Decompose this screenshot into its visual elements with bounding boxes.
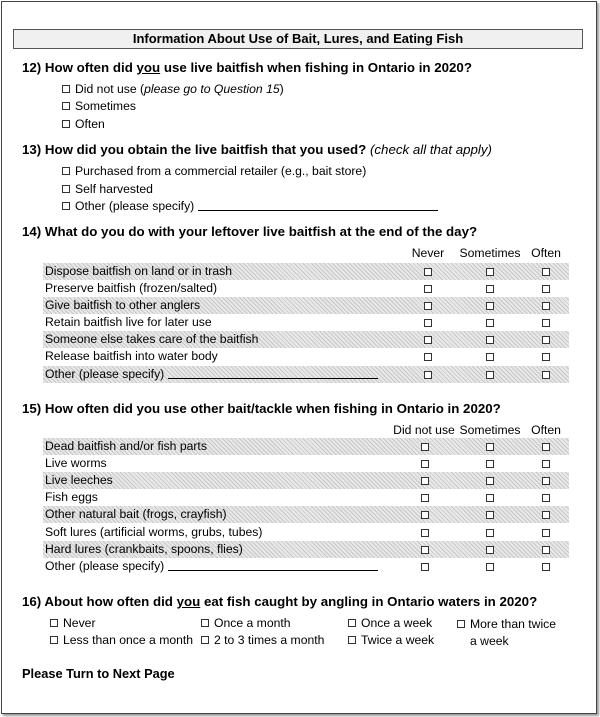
checkbox[interactable]: [542, 494, 550, 502]
q15-col-sometimes: Sometimes: [459, 423, 521, 437]
q16-option-never[interactable]: Never: [50, 616, 96, 631]
checkbox[interactable]: [424, 353, 432, 361]
checkbox[interactable]: [486, 319, 494, 327]
checkbox[interactable]: [542, 511, 550, 519]
q15-row: Hard lures (crankbaits, spoons, flies): [43, 541, 569, 558]
q14-row: Preserve baitfish (frozen/salted): [43, 280, 569, 297]
q13-option-self-harvested[interactable]: Self harvested: [62, 182, 153, 197]
checkbox[interactable]: [457, 620, 465, 628]
section-header: Information About Use of Bait, Lures, and Eating Fish: [13, 29, 583, 49]
q13-text: How did you obtain the live baitfish that you used?: [44, 142, 367, 157]
checkbox[interactable]: [486, 563, 494, 571]
footer-note: Please Turn to Next Page: [22, 666, 175, 681]
q16-option-more-than-twice[interactable]: More than twice: [457, 617, 556, 632]
q16-option-twice-a-week[interactable]: Twice a week: [348, 633, 434, 648]
q12-text-pre: How often did: [44, 60, 137, 75]
q15-row: Other (please specify): [43, 558, 569, 575]
q13-note: (check all that apply): [369, 142, 492, 157]
q15-row: Dead baitfish and/or fish parts: [43, 438, 569, 455]
q16-option-once-a-week[interactable]: Once a week: [348, 616, 432, 631]
q15-row: Live leeches: [43, 472, 569, 489]
q16-text-post: eat fish caught by angling in Ontario waters in 2020?: [200, 594, 538, 609]
q12-emphasis: you: [136, 60, 161, 75]
q14-col-never: Never: [411, 246, 445, 260]
checkbox[interactable]: [542, 268, 550, 276]
q16-option-2-to-3[interactable]: 2 to 3 times a month: [201, 633, 324, 648]
checkbox[interactable]: [62, 85, 70, 93]
checkbox[interactable]: [542, 546, 550, 554]
q16-option-once-a-month[interactable]: Once a month: [201, 616, 291, 631]
checkbox[interactable]: [421, 563, 429, 571]
checkbox[interactable]: [542, 563, 550, 571]
checkbox[interactable]: [486, 460, 494, 468]
q12-text-post: use live baitfish when fishing in Ontario in 2020?: [160, 60, 472, 75]
q14-row: Someone else takes care of the baitfish: [43, 331, 569, 348]
checkbox[interactable]: [542, 285, 550, 293]
question-14: [22, 224, 477, 239]
q14-number: 14): [22, 224, 42, 239]
checkbox[interactable]: [201, 636, 209, 644]
q15-row: Other natural bait (frogs, crayfish): [43, 506, 569, 523]
q13-number: 13): [22, 142, 42, 157]
checkbox[interactable]: [486, 511, 494, 519]
checkbox[interactable]: [542, 353, 550, 361]
q15-row: Live worms: [43, 455, 569, 472]
checkbox[interactable]: [421, 443, 429, 451]
checkbox[interactable]: [62, 102, 70, 110]
q15-specify-line[interactable]: [168, 560, 378, 571]
q14-text: What do you do with your leftover live baitfish at the end of the day?: [44, 224, 478, 239]
checkbox[interactable]: [424, 285, 432, 293]
q16-number: 16): [22, 594, 42, 609]
checkbox[interactable]: [542, 443, 550, 451]
checkbox[interactable]: [486, 443, 494, 451]
question-12: [22, 60, 472, 75]
q12-number: 12): [22, 60, 42, 75]
checkbox[interactable]: [542, 477, 550, 485]
question-15: [22, 401, 501, 416]
checkbox[interactable]: [542, 460, 550, 468]
q13-option-purchased[interactable]: Purchased from a commercial retailer (e.g., bait store): [62, 164, 366, 179]
q16-emphasis: you: [176, 594, 201, 609]
q14-row: Give baitfish to other anglers: [43, 297, 569, 314]
checkbox[interactable]: [542, 302, 550, 310]
checkbox[interactable]: [486, 285, 494, 293]
q13-specify-line[interactable]: [198, 200, 438, 211]
checkbox[interactable]: [348, 619, 356, 627]
checkbox[interactable]: [486, 302, 494, 310]
checkbox[interactable]: [486, 529, 494, 537]
checkbox[interactable]: [421, 494, 429, 502]
checkbox[interactable]: [486, 546, 494, 554]
q14-row: Other (please specify): [43, 366, 569, 383]
checkbox[interactable]: [486, 268, 494, 276]
q14-row: Retain baitfish live for later use: [43, 314, 569, 331]
checkbox[interactable]: [486, 477, 494, 485]
checkbox[interactable]: [486, 336, 494, 344]
q14-row: Release baitfish into water body: [43, 348, 569, 365]
checkbox[interactable]: [62, 120, 70, 128]
q12-option-often[interactable]: Often: [62, 117, 105, 132]
q12-option-sometimes[interactable]: Sometimes: [62, 99, 136, 114]
q14-col-often: Often: [531, 246, 561, 260]
checkbox[interactable]: [542, 371, 550, 379]
checkbox[interactable]: [50, 619, 58, 627]
question-16: [22, 594, 537, 609]
checkbox[interactable]: [424, 268, 432, 276]
q15-text: How often did you use other bait/tackle when fishing in Ontario in 2020?: [44, 401, 501, 416]
q12-option-did-not-use[interactable]: Did not use (please go to Question 15): [62, 82, 284, 97]
checkbox[interactable]: [50, 636, 58, 644]
q14-specify-line[interactable]: [168, 368, 378, 379]
checkbox[interactable]: [486, 353, 494, 361]
q14-row: Dispose baitfish on land or in trash: [43, 263, 569, 280]
checkbox[interactable]: [542, 336, 550, 344]
checkbox[interactable]: [542, 529, 550, 537]
q14-col-sometimes: Sometimes: [459, 246, 521, 260]
checkbox[interactable]: [62, 202, 70, 210]
checkbox[interactable]: [424, 302, 432, 310]
q15-row: Soft lures (artificial worms, grubs, tubes): [43, 524, 569, 541]
checkbox[interactable]: [421, 529, 429, 537]
checkbox[interactable]: [424, 371, 432, 379]
checkbox[interactable]: [201, 619, 209, 627]
checkbox[interactable]: [421, 546, 429, 554]
q13-option-other[interactable]: Other (please specify): [62, 199, 438, 214]
q15-number: 15): [22, 401, 42, 416]
q16-option-cont: a week: [470, 634, 509, 648]
checkbox[interactable]: [424, 319, 432, 327]
checkbox[interactable]: [62, 185, 70, 193]
checkbox[interactable]: [421, 477, 429, 485]
q15-col-often: Often: [531, 423, 561, 437]
q16-text-pre: About how often did: [44, 594, 177, 609]
checkbox[interactable]: [421, 460, 429, 468]
checkbox[interactable]: [62, 167, 70, 175]
checkbox[interactable]: [542, 319, 550, 327]
q15-row: Fish eggs: [43, 489, 569, 506]
question-13: [22, 142, 492, 157]
q16-option-less-than-once[interactable]: Less than once a month: [50, 633, 193, 648]
checkbox[interactable]: [348, 636, 356, 644]
checkbox[interactable]: [486, 494, 494, 502]
checkbox[interactable]: [424, 336, 432, 344]
checkbox[interactable]: [486, 371, 494, 379]
q15-col-did-not-use: Did not use: [393, 423, 455, 437]
checkbox[interactable]: [421, 511, 429, 519]
